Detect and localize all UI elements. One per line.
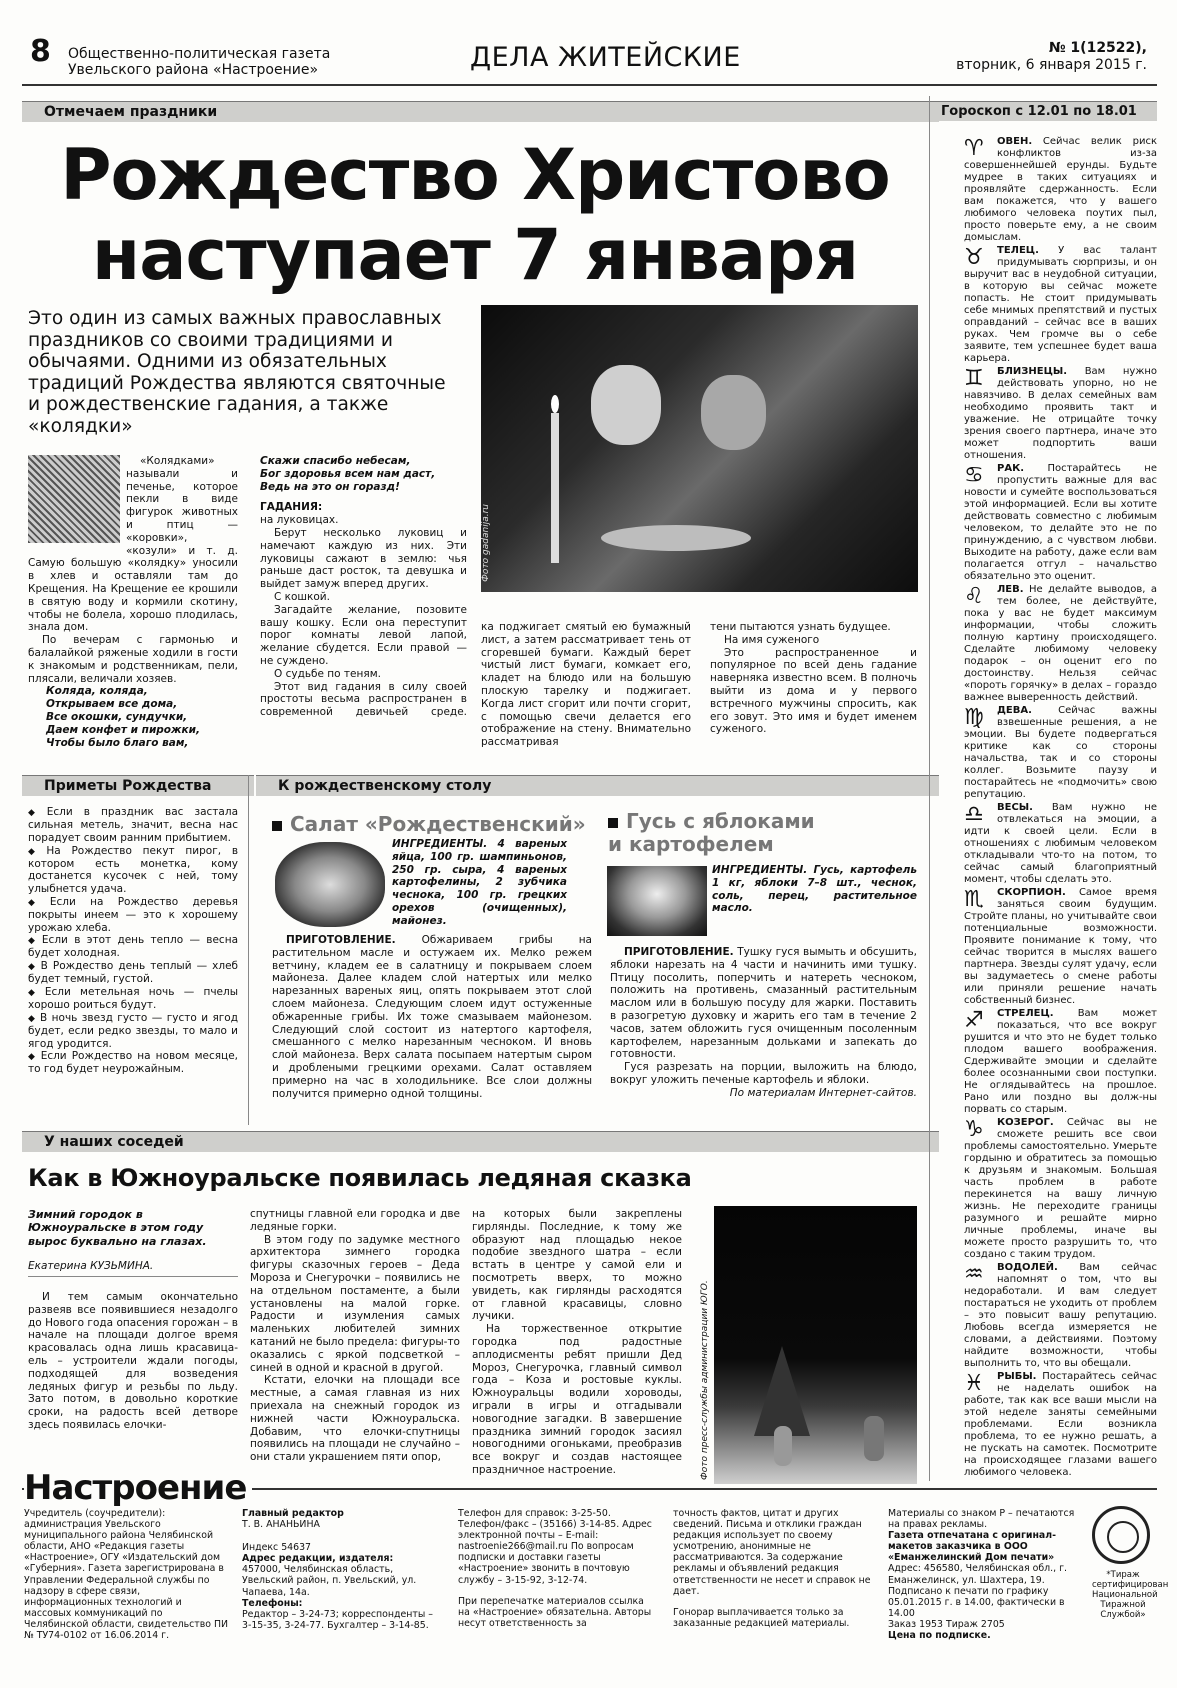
column-divider [248, 775, 249, 1125]
horoscope-item-leo [964, 584, 1157, 704]
horoscope-item-sagittarius [964, 1008, 1157, 1116]
carol-verse [46, 685, 238, 749]
stamp-inner-icon [1107, 1521, 1139, 1553]
article-col-3 [481, 621, 691, 749]
neighbors-author: Екатерина КУЗЬМИНА. [28, 1260, 238, 1277]
address: 457000, Челябинская область, Увельский район, п. Увельский, ул. Чапаева, 14а. [242, 1564, 417, 1598]
col1-paragraph-2: По вечерам с гармонью и балалайкой ряженые ходили в гости к знакомым и родственникам, пели, плясали, величали хозяев. [28, 634, 238, 685]
issue-date: вторник, 6 января 2015 г. [956, 57, 1147, 73]
neighbors-col1-text: И тем самым окончательно развеяв все появившиеся незадолго до Нового года опасения горожан – в начале на площади долгое время красовалась одна лишь красавица-ель – устроители ждали погоды, подходящей для возведения ледяных фигур и резьбы по льду. Зато потом, в довольно короткие сроки, на радость всей детворе здесь появилась елочки- [28, 1291, 238, 1431]
goose-preparation [610, 946, 917, 1100]
square-bullet-icon [608, 818, 618, 828]
verse-line: Бог здоровья всем нам даст, [260, 467, 436, 480]
fortune-subheading: На имя суженого [724, 633, 820, 646]
salad-title-text: Салат «Рождественский» [290, 812, 586, 836]
col1-paragraph-1: «Колядками» называли и печенье, которое пекли в виде фигурок животных и птиц — «коровки», «козули» и т. д. Самую большую «колядку» уносили в хлев и оставляли там до Крещения. На Крещение ее крошили в святую воду и кормили скотину, чтобы не болела, хорошо плодилась, знала дом. [28, 455, 238, 634]
sign-name: ЛЕВ. [997, 584, 1024, 595]
aries-icon: ♈ [964, 136, 984, 161]
sign-name: СКОРПИОН. [997, 887, 1066, 898]
signs-list [28, 806, 238, 1076]
price-note: Цена по подписке. [888, 1630, 991, 1642]
horoscope-item-pisces [964, 1371, 1157, 1479]
sign-text: Самое время заняться своим будущим. Стройте планы, но учитывайте свои потенциальные возможности. Проявите понимание к тому, что сейчас творится в мыслях вашего партнера. Звезды сулят удачу, если вы задумаетесь о смене работы или приняли решение начать собственный бизнес. [964, 887, 1157, 1006]
sign-name: РЫБЫ. [997, 1371, 1037, 1382]
taurus-icon: ♉ [964, 245, 984, 270]
neighbors-col-2 [250, 1208, 460, 1464]
sign-name: ДЕВА. [997, 705, 1032, 716]
goose-title-text: Гусь с яблоками [626, 809, 815, 833]
paper-name-line2: Увельского района «Настроение» [68, 62, 319, 78]
salad-prep-label: ПРИГОТОВЛЕНИЕ. [286, 934, 396, 946]
salad-title [272, 812, 586, 836]
fortune-subheading: О судьбе по теням. [274, 667, 381, 680]
lead-paragraph: Это один из самых важных православных праздников со своими традициями и обычаями. Одними из обязательных традиций Рождества являются святочные и рождественские гадания, а также «колядки» [28, 308, 446, 437]
sagittarius-icon: ♐ [964, 1008, 984, 1033]
neighbors-col-3 [472, 1208, 682, 1477]
verse-line: Даем конфет и пирожки, [46, 723, 200, 736]
sign-name: КОЗЕРОГ. [997, 1117, 1054, 1128]
phones: Редактор – 3-24-73; корреспонденты – 3-15-35, 3-24-77. Бухгалтер – 3-14-85. [242, 1608, 433, 1631]
horoscope-item-gemini [964, 366, 1157, 462]
footer-accuracy [673, 1508, 873, 1629]
accuracy-note: точность фактов, цитат и других сведений. Письма и отклики граждан редакция использует по своему усмотрению, анонимные не рассматриваются. За содержание рекламы и объявлений редакция ответственности не несет и справок не дает. [673, 1508, 871, 1597]
horoscope-item-taurus [964, 245, 1157, 365]
goose-title-line1 [608, 810, 815, 833]
cancer-icon: ♋ [964, 463, 984, 488]
verse-line: Чтобы было благо вам, [46, 736, 189, 749]
sign-name: ВЕСЫ. [997, 802, 1033, 813]
footer-founders: Учредитель (соучредители): администрация Увельского муниципального района Челябинской области, АНО «Редакция газеты «Настроение», ОГУ «Издательский дом «Губерния». Газета зарегистрирована в Управлении Федеральной службы по надзору в сфере связи, информационных технологий и массовых коммуникаций по Челябинской области, свидетельство ПИ № ТУ74-0102 от 16.06.2014 г. [24, 1508, 229, 1642]
neighbors-col2-text-a: спутницы главной ели городка и две ледяные горки. [250, 1208, 460, 1233]
sign-name: ТЕЛЕЦ. [997, 245, 1039, 256]
neighbors-col-1 [28, 1208, 238, 1432]
neighbors-lead: Зимний городок в Южноуральске в этом году вырос буквально на глазах. [28, 1208, 207, 1248]
neighbors-col2-text-c: Кстати, елочки на площади все местные, а самая главная из них приехала на снежный городок из нижней части Южноуральска. Добавим, что елочки-спутницы появились на площади не случайно – они стали украшением пяти опор, [250, 1374, 460, 1464]
horoscope-item-cancer [964, 463, 1157, 583]
ads-note: Материалы со знаком Р – печатаются на правах рекламы. [888, 1508, 1075, 1531]
face-1-icon [591, 365, 661, 445]
capricorn-icon: ♑ [964, 1117, 984, 1142]
article-col-4 [710, 621, 917, 736]
fees-note: Гонорар выплачивается только за заказанные редакцией материалы. [673, 1606, 850, 1629]
sign-item: ◆ Если на Рождество деревья покрыты инеем — это к хорошему урожаю хлеба. [28, 896, 238, 935]
verse-line: Все окошки, сундучки, [46, 710, 188, 723]
sign-text: Вам нужно не отвлекаться на эмоции, а идти к своей цели. Если в отношениях с любимым человеком откладывали что-то на потом, то сейчас самый благоприятный момент, чтобы сделать это. [964, 802, 1157, 885]
person-icon [774, 1426, 792, 1466]
sign-item: ◆ В Рождество день теплый — хлеб будет темный, густой. [28, 960, 238, 986]
footer-editor [242, 1508, 442, 1631]
paper-name [68, 46, 330, 78]
section-label-holidays: Отмечаем праздники [22, 101, 939, 122]
sign-text: Не делайте выводов, а тем более, не действуйте, пока у вас не будет максимум информации, чтобы сложить полную картину происходящего. Сделайте любимому человеку подарок – он оценит его по достоинству. Нельзя сейчас «пороть горячку» в делах – гораздо важнее выверенность действий. [964, 584, 1157, 703]
goose-ingredients: ИНГРЕДИЕНТЫ. Гусь, картофель 1 кг, яблоки 7–8 шт., чеснок, соль, перец, растительное масло. [712, 864, 917, 915]
sign-text: Вам может показаться, что все вокруг рушится и что это не будет только плодом вашего воображения. Сдерживайте эмоции и сделайте более осознанными свои поступки. Не оглядывайтесь на прошлое. Рано или поздно вы долж-ны порвать со старым. [964, 1008, 1157, 1115]
issue-info [956, 40, 1147, 74]
section-label-horoscope: Гороскоп с 12.01 по 18.01 [935, 101, 1157, 121]
article-col-1 [28, 455, 238, 749]
leo-icon: ♌ [964, 584, 984, 609]
horoscope-item-aries [964, 136, 1157, 244]
sign-text: Сейчас вы не сможете решить все свои проблемы самостоятельно. Умерьте гордыню и обратитесь за помощью к друзьям и знакомым. Большая часть проблем в работе перекинется на вашу личную жизнь. Не переходите границы разумного и решайте мирно личные проблемы, иначе вы можете просто разрушить то, что создано с таким трудом. [964, 1117, 1157, 1260]
footer-printing [888, 1508, 1088, 1641]
sign-name: ОВЕН. [997, 136, 1033, 147]
goose-title [608, 810, 815, 856]
carol-verse-end [260, 455, 467, 493]
carolers-illustration [28, 455, 120, 543]
verse-line: Скажи спасибо небесам, [260, 455, 411, 467]
signed-note: Подписано к печати по графику 05.01.2015 г. в 14.00, фактически в 14.00 [888, 1585, 1065, 1619]
goose-prep-body: Тушку гуся вымыть и обсушить, яблоки нарезать на 4 части и начинить ими тушку. Птицу посолить, поперчить и натереть чесноком, положить на противень, смазанный растительным маслом или в большую посуду для жарки. Поставить в разогретую духовку и жарить его там в течение 2 часов, затем обложить гуся очищенным посоленным картофелем, нарезанным дольками и запекать до готовности. [610, 946, 917, 1061]
aquarius-icon: ♒ [964, 1262, 984, 1287]
person-icon [864, 1416, 884, 1461]
verse-line: Коляда, коляда, [46, 685, 148, 698]
section-label-signs: Приметы Рождества [22, 775, 254, 796]
salad-prep-body: Обжариваем грибы на растительном масле и остужаем их. Мелко режем ветчину, кладем ее в салатницу и покрываем слоем майонеза. Далее кладем слой натертых или мелко нарезанных вареных яиц, опять покрываем этот слой слоем майонеза. Следующим слоем идут остуженные обжаренные грибы. Их тоже смазываем майонезом. Следующий слой состоит из натертого картофеля, смешанного с мелко нарезанным чесноком. И вновь слой майонеза. Верх салата посыпаем натертым сыром и дроблеными грецкими орехами. Салат оставляем примерно на час в холодильнике. Все слои должны получится примерно одной толщины. [272, 934, 592, 1100]
ice-town-photo [714, 1206, 917, 1484]
order-note: Заказ 1953 Тираж 2705 [888, 1618, 1005, 1630]
salad-photo [275, 842, 385, 927]
article-col-2 [260, 455, 467, 719]
col2-paragraph-2: Загадайте желание, позовите вашу кошку. Если она переступит порог комнаты левой лапой, желание сбудется. Если правой — не суждено. [260, 603, 467, 667]
neighbors-col3-text-b: На торжественное открытие городка под радостные аплодисменты ребят пришли Дед Мороз, Снегурочка, главный символ года – Коза и ростовые куклы. Южноуральцы водили хороводы, играли в игры и отгадывали новогодние загадки. В завершение праздника зимний городок засиял новогодними огоньками, преобразив все вокруг и создав настоящее праздничное настроение. [472, 1323, 682, 1476]
col3-paragraph: ка поджигает смятый ею бумажный лист, а затем рассматривает тень от сгоревшей бумаги. Каждый берет чистый лист бумаги, комкает его, кладет на блюдо или на большую плоскую тарелку и поджигает. Когда лист сгорит или почти сгорит, с помощью свечи делается его отображение на стену. Внимательно рассматривая [481, 621, 691, 749]
goose-prep-label: ПРИГОТОВЛЕНИЕ. [624, 946, 734, 958]
sign-item: ◆ В ночь звезд густо — густо и ягод будет, если редко звезды, то мало и ягод уродится. [28, 1012, 238, 1051]
printer-address: Адрес: 456580, Челябинская обл., г. Еманжелинск, ул. Шахтера, 19. [888, 1563, 1068, 1586]
horoscope-item-aquarius [964, 1262, 1157, 1370]
sign-item: ◆ Если в этот день тепло — весна будет холодная. [28, 934, 238, 960]
sign-name: СТРЕЛЕЦ. [997, 1008, 1054, 1019]
recipes-source: По материалам Интернет-сайтов. [729, 1086, 917, 1099]
horoscope-item-virgo [964, 705, 1157, 801]
verse-line: Открываем все дома, [46, 698, 178, 711]
col4-line: тени пытаются узнать будущее. [710, 621, 891, 633]
horoscope-list [964, 136, 1157, 1480]
sign-text: Постарайтесь не пропустить важные для вас новости и сумейте воспользоваться этой информацией. Если вы хотите действовать совместно с любимым человеком, то делайте это не по принуждению, а с чувством любви. Выходите на работу, даже если вам полагается отгул – начальство обязательно это оценит. [964, 463, 1157, 582]
column-divider [929, 96, 930, 1481]
candles-photo [481, 305, 918, 592]
circulation-stamp-note: *Тираж сертифицирован Национальной Тиражной Службой» [1092, 1570, 1169, 1621]
sign-text: Сейчас велик риск конфликтов из-за совершеннейшей ерунды. Будьте мудрее в таких ситуациях и проявляйте сдержанность. Если вам покажется, что у вашего любимого человека поутих пыл, просто поверьте ему, а не своим домыслам. [964, 136, 1157, 243]
rubric-title: ДЕЛА ЖИТЕЙСКИЕ [470, 42, 741, 73]
horoscope-item-scorpio [964, 887, 1157, 1007]
sign-name: БЛИЗНЕЦЫ. [997, 366, 1068, 377]
headline-line1: Рождество Христово [60, 134, 890, 216]
ice-photo-credit: Фото пресс-службы администрации ЮГО. [700, 1280, 710, 1480]
tree-icon [754, 1346, 810, 1436]
contact-info: Телефон для справок: 3-25-50. Телефон/факс – (35166) 3-14-85. Адрес электронной почты – E-mail: nastroenie266@mail.ru По вопросам подписки и доставки газеты «Настроение» звонить в почтовую службу – 3-15-92, 3-12-74. [458, 1508, 652, 1586]
virgo-icon: ♍ [964, 705, 984, 730]
col4-paragraph: Это распространенное и популярное по всей день гадание наверняка известно всем. В полночь выйти из дома и у первого встречного мужчины спросить, как его зовут. Это имя и будет именем суженого. [710, 646, 917, 736]
sign-item: ◆ На Рождество пекут пирог, в котором есть монетка, кому достанется кусочек с ней, тому улыбнется удача. [28, 845, 238, 896]
pisces-icon: ♓ [964, 1371, 984, 1396]
gemini-icon: ♊ [964, 366, 984, 391]
salad-prep-text [272, 934, 592, 1100]
footer-info [458, 1508, 658, 1629]
sign-text: Вам нужно действовать упорно, но не навязчиво. В делах семейных вам необходимо проявить такт и уважение. Не отрицайте точку зрения своего партнера, иначе это может подпортить ваши отношения. [964, 366, 1157, 461]
sign-item: ◆ Если Рождество на новом месяце, то год будет неурожайным. [28, 1050, 238, 1076]
salad-ingredients: ИНГРЕДИЕНТЫ. 4 вареных яйца, 100 гр. шампиньонов, 250 гр. сыра, 4 вареных картофелины, 2 зубчика чеснока, 100 гр. грецких орехов (очищенных), майонез. [392, 838, 567, 927]
col2-paragraph-1: Берут несколько луковиц и намечают каждую из них. Эти луковицы сажают в землю: чья раньше даст росток, та девушка и выйдет замуж вперед других. [260, 526, 467, 591]
verse-line: Ведь на это он горазд! [260, 480, 400, 493]
sign-text: Сейчас важны взвешенные решения, а не эмоции. Вы будете подвергаться критике как со стороны начальства, так и со стороны коллег. Возьмите паузу и постарайтесь не «подмочить» свою репутацию. [964, 705, 1157, 800]
goose-photo [607, 866, 707, 936]
fortune-heading: ГАДАНИЯ: [260, 501, 323, 514]
candle-flame-icon [551, 395, 559, 413]
col2-paragraph-3: Этот вид гадания в силу своей простоты весьма распространен в современной девичьей среде. [260, 680, 467, 719]
subscription-index: Индекс 54637 [242, 1542, 312, 1554]
sign-name: РАК. [997, 463, 1025, 474]
page-number: 8 [30, 34, 51, 69]
circulation-stamp-icon [1092, 1506, 1150, 1564]
header-rule [22, 84, 1157, 86]
editor-name: Т. В. АНАНЬИНА [242, 1519, 320, 1531]
masthead-logo: Настроение [24, 1468, 252, 1509]
goose-prep-text-2: Гуся разрезать на порции, выложить на блюдо, вокруг уложить печеные картофель и яблоки. [610, 1061, 917, 1086]
reprint-note: При перепечатке материалов ссылка на «Настроение» обязательна. Авторы несут ответственность за [458, 1595, 652, 1629]
sign-item: ◆ Если в праздник вас застала сильная метель, значит, весна нас порадует своим ранним прибытием. [28, 806, 238, 845]
sign-text: Вам сейчас напомнят о том, что вы недоработали. И вам следует постараться не уходить от проблем – это повысит вашу репутацию. Любовь всегда измеряется не словами, а действиями. Поэтому найдите возможности, чтобы выполнить то, что вы обещали. [964, 1262, 1157, 1369]
libra-icon: ♎ [964, 802, 984, 827]
fortune-subheading: на луковицах. [260, 514, 339, 527]
salad-preparation [272, 934, 592, 1100]
goose-prep-text [610, 946, 917, 1061]
candle-icon [551, 413, 559, 563]
square-bullet-icon [272, 821, 282, 831]
horoscope-item-libra [964, 802, 1157, 886]
sign-text: У вас талант придумывать сюрпризы, и он выручит вас в неудобной ситуации, в которую вы сейчас можете попасть. Не стоит придумывать себе мнимых препятствий и пустых оправданий – сейчас все в ваших руках. Чем громче вы о себе заявите, тем успешнее будет ваша карьера. [964, 245, 1157, 364]
issue-number: № 1(12522), [1048, 40, 1147, 56]
editor-label: Главный редактор [242, 1508, 344, 1519]
sign-text: Постарайтесь сейчас не наделать ошибок на работе, так как все ваши мысли на этой неделе заняты семейными проблемами. Если возникла проблема, то ее нужно решать, а не пускать на самотек. Посмотрите на происходящее глазами вашего любимого человека. [964, 1371, 1157, 1478]
phones-label: Телефоны: [242, 1597, 303, 1609]
paper-name-line1: Общественно-политическая газета [68, 46, 331, 62]
face-2-icon [701, 375, 766, 450]
horoscope-item-capricorn [964, 1117, 1157, 1261]
printed-label: Газета отпечатана с оригинал-макетов заказчика в ООО «Еманжелинский Дом печати» [888, 1530, 1056, 1564]
scorpio-icon: ♏ [964, 887, 984, 912]
photo-credit: Фото gadanija.ru [481, 504, 491, 582]
address-label: Адрес редакции, издателя: [242, 1553, 394, 1565]
neighbors-col3-text-a: на которых были закреплены гирлянды. Последние, к тому же образуют над площадью некое подобие звездного шатра – если встать в центре у самой ели и посмотреть вверх, то можно увидеть, как гирлянды расходятся от главной красавицы, словно лучики. [472, 1208, 682, 1323]
neighbors-col2-text-b: В этом году по задумке местного архитектора зимнего городка фигуры сказочных героев – Деда Мороза и Снегурочки – появились не на отдельном постаменте, а были установлены на малой горке. Радости и изумления самых маленьких любителей зимних катаний не было предела: фигуры-то оказались с яркой подсветкой – синей в одной и красной в другой. [250, 1233, 460, 1374]
goose-title-line2: и картофелем [608, 832, 774, 856]
headline-line2: наступает 7 января [91, 214, 859, 296]
section-label-neighbors: У наших соседей [22, 1131, 939, 1152]
neighbors-headline: Как в Южноуральске появилась ледяная сказка [28, 1164, 692, 1192]
fortune-subheading: С кошкой. [274, 590, 330, 603]
plate-icon [601, 525, 751, 551]
headline [60, 135, 890, 295]
section-label-recipes: К рождественскому столу [256, 775, 939, 796]
sign-item: ◆ Если метельная ночь — пчелы хорошо роиться будут. [28, 986, 238, 1012]
sign-name: ВОДОЛЕЙ. [997, 1262, 1058, 1273]
